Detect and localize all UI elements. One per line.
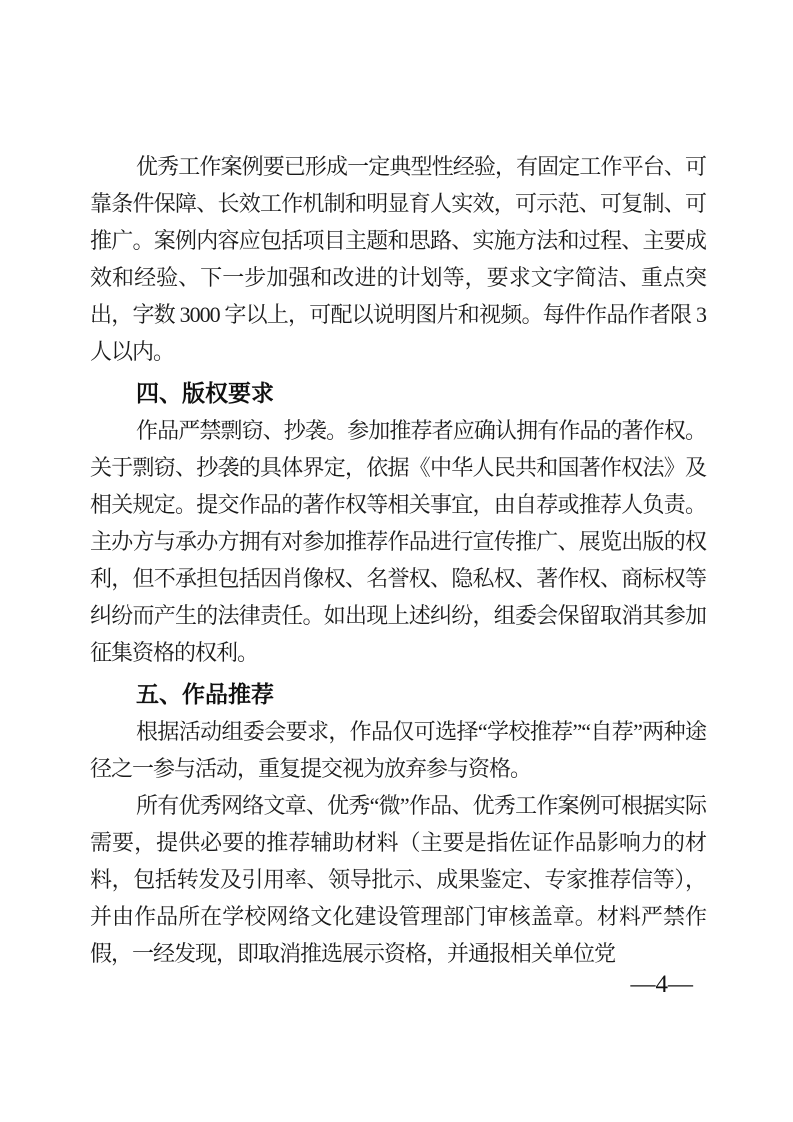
- section-heading-copyright-requirements: 四、版权要求: [136, 380, 274, 406]
- paragraph-supporting-materials: 所有优秀网络文章、优秀“微”作品、优秀工作案例可根据实际需要，提供必要的推荐辅助材料（主要是指佐证作品影响力的材料，包括转发及引用率、领导批示、成果鉴定、专家推荐信等），并由作品所在学校网络文化建设管理部门审核盖章。材料严禁作假，一经发现，即取消推选展示资格，并通报相关单位党: [90, 793, 706, 966]
- section-heading-work-recommendation: 五、作品推荐: [136, 681, 274, 707]
- document-body: [90, 148, 706, 972]
- paragraph-work-case-requirements: 优秀工作案例要已形成一定典型性经验，有固定工作平台、可靠条件保障、长效工作机制和明显育人实效，可示范、可复制、可推广。案例内容应包括项目主题和思路、实施方法和过程、主要成效和经验、下一步加强和改进的计划等，要求文字简洁、重点突出，字数 3000 字以上，可配以说明图片和视频。每件作品作者限 3 人以内。: [90, 154, 706, 364]
- paragraph-copyright-terms: 作品严禁剽窃、抄袭。参加推荐者应确认拥有作品的著作权。关于剽窃、抄袭的具体界定，依据《中华人民共和国著作权法》及相关规定。提交作品的著作权等相关事宜，由自荐或推荐人负责。主办方与承办方拥有对参加推荐作品进行宣传推广、展览出版的权利，但不承担包括因肖像权、名誉权、隐私权、著作权、商标权等纠纷而产生的法律责任。如出现上述纠纷，组委会保留取消其参加征集资格的权利。: [90, 418, 706, 665]
- page-number: —4—: [630, 971, 693, 998]
- paragraph-recommendation-channels: 根据活动组委会要求，作品仅可选择“学校推荐”“自荐”两种途径之一参与活动，重复提交视为放弃参与资格。: [90, 719, 706, 781]
